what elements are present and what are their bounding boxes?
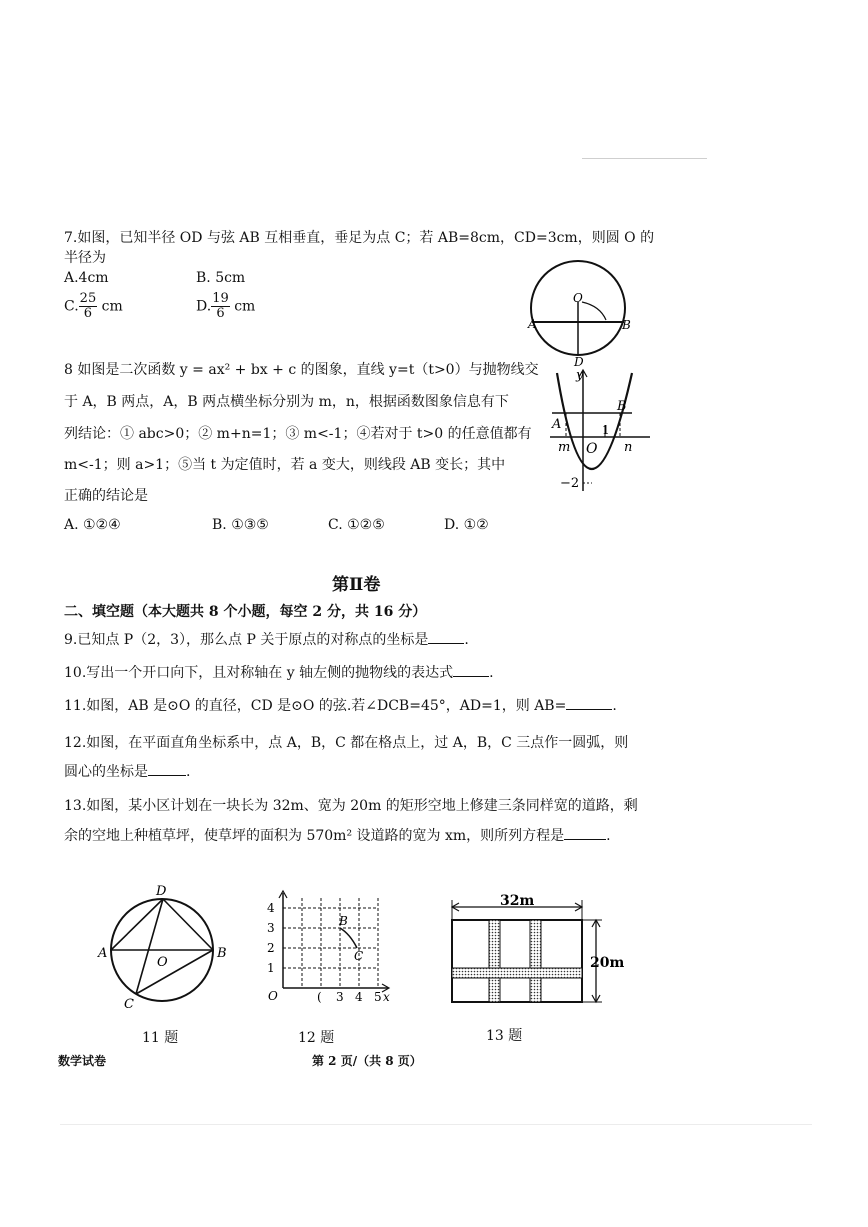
- q11-text: 11.如图，AB 是⊙O 的直径，CD 是⊙O 的弦.若∠DCB=45°，AD=1，则 AB=: [64, 698, 567, 714]
- fig12-grid: [283, 898, 378, 988]
- q10: [64, 663, 494, 683]
- q7-option-b: B. 5cm: [196, 270, 246, 286]
- fig13-road-horizontal: [452, 968, 582, 978]
- fig12-label-b: B: [339, 914, 348, 928]
- q9-text: 9.已知点 P（2，3），那么点 P 关于原点的对称点的坐标是: [64, 632, 429, 648]
- q7-option-d-fraction: [211, 292, 230, 321]
- q10-end: .: [489, 665, 494, 681]
- q8-label-b: B: [617, 399, 627, 414]
- q12-line2: [64, 762, 190, 782]
- fig13-road-vertical-1: [489, 920, 500, 1002]
- q9: [64, 630, 469, 650]
- q7-figure: [520, 258, 640, 370]
- q7-option-d-prefix: D.: [196, 298, 212, 315]
- q7-option-c-numerator: 25: [79, 291, 97, 306]
- fig11-caption: 11 题: [142, 1030, 179, 1046]
- fig12-origin: O: [268, 989, 278, 1003]
- q11-end: .: [612, 698, 617, 714]
- q7-line1: 7.如图，已知半径 OD 与弦 AB 互相垂直，垂足为点 C；若 AB=8cm，CD=3cm，则圆 O 的: [64, 230, 655, 246]
- q8-label-m: m: [558, 440, 571, 455]
- fig13-field: [452, 920, 582, 1002]
- q8-option-b: B. ①③⑤: [212, 517, 269, 533]
- fig12-ytick-3: 3: [267, 921, 275, 935]
- q7-option-d: [196, 292, 255, 321]
- q7-label-b: B: [622, 318, 631, 332]
- fig11-label-c: C: [124, 997, 134, 1012]
- section-title: 第Ⅱ卷: [332, 575, 381, 595]
- q8-option-d: D. ①②: [444, 517, 489, 533]
- q12-end: .: [186, 764, 191, 780]
- q13-text: 余的空地上种植草坪，使草坪的面积为 570m² 设道路的宽为 xm，则所列方程是: [64, 828, 565, 844]
- q8-option-c: C. ①②⑤: [328, 517, 385, 533]
- q13-line1: 13.如图，某小区计划在一块长为 32m、宽为 20m 的矩形空地上修建三条同样宽的道路，剩: [64, 798, 638, 814]
- q7-label-d: D: [574, 355, 584, 369]
- q8-figure: [542, 365, 654, 495]
- fig11: [96, 880, 236, 1012]
- q10-text: 10.写出一个开口向下，且对称轴在 y 轴左侧的抛物线的表达式: [64, 665, 454, 681]
- fig12-xtick-5: 5: [374, 990, 382, 1004]
- q9-end: .: [464, 632, 469, 648]
- q8-line2: 于 A，B 两点，A，B 两点横坐标分别为 m，n，根据函数图象信息有下: [64, 394, 509, 410]
- q7-line2: 半径为: [64, 250, 106, 266]
- q9-answer-blank[interactable]: [428, 643, 464, 644]
- fig11-label-a: A: [98, 946, 108, 961]
- footer-subject: 数学试卷: [58, 1054, 107, 1068]
- fig12-ytick-4: 4: [267, 901, 275, 915]
- fig13-road-vertical-2: [530, 920, 541, 1002]
- fig13-length-label: 32m: [500, 893, 535, 909]
- fig12-arc-bc: [340, 928, 357, 948]
- q11: [64, 696, 617, 716]
- q10-answer-blank[interactable]: [453, 676, 489, 677]
- q7-option-c-prefix: C.: [64, 298, 79, 315]
- q8-option-a: A. ①②④: [64, 517, 121, 533]
- q12-line1: 12.如图，在平面直角坐标系中，点 A，B，C 都在格点上，过 A，B，C 三点作一圆弧，则: [64, 735, 629, 751]
- q7-option-a: A.4cm: [64, 270, 109, 286]
- q7-option-d-numerator: 19: [212, 291, 229, 306]
- fig12-xtick-paren: (: [317, 990, 322, 1004]
- fig11-chord-cb: [136, 950, 213, 994]
- q7-radius-ob: [582, 302, 606, 320]
- scan-artifact-bottom: [60, 1124, 812, 1125]
- fig13-width-label: 20m: [590, 955, 625, 971]
- q13-end: .: [606, 828, 611, 844]
- fig12: [260, 888, 400, 1006]
- q13-line2: [64, 826, 611, 846]
- fig13-caption: 13 题: [486, 1028, 523, 1044]
- fig13: [440, 892, 630, 1008]
- fig12-label-c: C: [354, 949, 364, 963]
- fig12-ytick-1: 1: [267, 961, 275, 975]
- q8-label-1: 1: [602, 423, 610, 437]
- fig11-label-d: D: [156, 884, 167, 899]
- q7-label-o: O: [573, 291, 583, 305]
- fig12-xtick-4: 4: [355, 990, 363, 1004]
- q8-label-y: y: [576, 368, 584, 383]
- fig11-label-o: O: [157, 955, 168, 970]
- q8-label-neg2: −2: [560, 476, 580, 491]
- q12-answer-blank[interactable]: [148, 775, 186, 776]
- q7-label-a: A: [528, 317, 537, 331]
- fig12-xtick-3: 3: [336, 990, 344, 1004]
- q8-line5: 正确的结论是: [64, 488, 148, 504]
- q12-text: 圆心的坐标是: [64, 764, 148, 780]
- q8-line1: 8 如图是二次函数 y = ax² + bx + c 的图象，直线 y=t（t>0）与抛物线交: [64, 362, 539, 378]
- q7-option-d-unit: cm: [234, 298, 256, 315]
- q8-label-n: n: [624, 440, 633, 455]
- q8-label-a: A: [552, 417, 562, 432]
- q7-option-c-unit: cm: [101, 298, 123, 315]
- q7-option-c-fraction: [79, 292, 98, 321]
- fig12-caption: 12 题: [298, 1030, 335, 1046]
- q8-line3: 列结论：① abc>0；② m+n=1；③ m<-1；④若对于 t>0 的任意值都有: [64, 426, 532, 442]
- section-heading: 二、填空题（本大题共 8 个小题，每空 2 分，共 16 分）: [64, 604, 427, 620]
- q13-answer-blank[interactable]: [564, 839, 606, 840]
- q7-option-d-denominator: 6: [216, 306, 225, 321]
- fig12-x-label: x: [383, 990, 390, 1004]
- q7-option-c: [64, 292, 123, 321]
- q7-option-c-denominator: 6: [83, 306, 93, 321]
- fig11-label-b: B: [217, 946, 227, 961]
- q8-line4: m<-1；则 a>1；⑤当 t 为定值时，若 a 变大，则线段 AB 变长；其中: [64, 457, 506, 473]
- fig12-ytick-2: 2: [267, 941, 275, 955]
- scan-artifact: [582, 158, 707, 159]
- q8-label-origin: O: [586, 441, 598, 457]
- footer-page-number: 第 2 页/（共 8 页）: [312, 1054, 422, 1068]
- q11-answer-blank[interactable]: [566, 709, 612, 710]
